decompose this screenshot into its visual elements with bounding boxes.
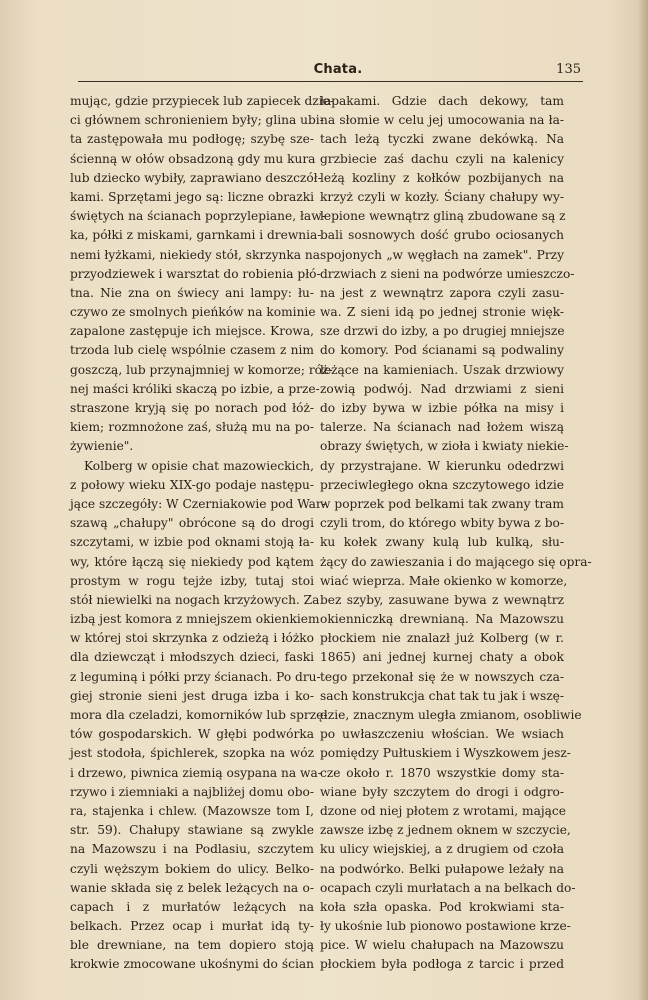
text-line: goszczą, lub przynajmniej w komorze; róż- — [70, 362, 333, 377]
text-line: pice. W wielu chałupach na Mazowszu — [320, 938, 564, 953]
text-line: ci głównem schronieniem były; glina ubi- — [70, 113, 324, 128]
page-edge-shadow — [638, 0, 648, 1000]
text-line: bez szyby, zasuwane bywa z wewnątrz — [320, 592, 564, 607]
text-line: świętych na ścianach poprzylepiane, ław- — [70, 209, 326, 224]
text-line: zawsze izbę z jednem oknem w szczycie, — [320, 823, 571, 838]
text-line: z leguminą i półki przy ścianach. Po dru- — [70, 669, 321, 684]
text-line: wa. Z sieni idą po jednej stronie więk- — [320, 305, 564, 320]
text-column-right — [320, 92, 592, 975]
text-line: spojonych „w węgłach na zamek". Przy — [320, 247, 564, 262]
text-line: cze około r. 1870 wszystkie domy sta- — [320, 765, 564, 780]
text-line: do izby bywa w izbie półka na misy i — [320, 401, 564, 415]
text-line: wiane były szczytem do drogi i odgro- — [320, 784, 564, 799]
header-rule — [78, 81, 583, 82]
text-line: czyli węższym bokiem do ulicy. Belko- — [70, 861, 314, 876]
text-line: ły ukośnie lub pionowo postawione krze- — [320, 919, 571, 934]
text-line: szczytami, w izbie pod oknami stoją ła- — [70, 535, 314, 550]
text-line: płockiem nie znalazł już Kolberg (w r. — [320, 631, 564, 646]
text-line: kiem; rozmnożone zaś, służą mu na po- — [70, 420, 314, 435]
text-line: rzywo i ziemniaki a najbliżej domu obo- — [70, 784, 314, 799]
text-line: czywo ze smolnych pieńków na kominie — [70, 305, 316, 320]
text-line: leżące na kamieniach. Uszak drzwiowy — [320, 362, 564, 377]
text-line: dla dziewcząt i młodszych dzieci, faski — [70, 650, 314, 665]
page-header — [78, 62, 581, 82]
text-line: ocapach czyli murłatach a na belkach do- — [320, 880, 576, 895]
text-line: ta zastępowała mu podłogę; szybę sze- — [70, 132, 314, 147]
text-line: capach i z murłatów leżących na — [70, 899, 314, 914]
text-line: przeciwległego okna szczytowego idzie — [320, 477, 564, 492]
text-line: ra, stajenka i chlew. (Mazowsze tom I, — [70, 803, 314, 818]
text-line: leżą kozliny z kołków pozbijanych na — [320, 170, 564, 185]
text-line: tna. Nie zna on świecy ani lampy: łu- — [70, 285, 314, 300]
text-line: w której stoi skrzynka z odzieżą i łóżko — [70, 631, 314, 646]
text-line: na Mazowszu i na Podlasiu, szczytem — [70, 842, 314, 857]
text-line: na podwórko. Belki pułapowe leżały na — [320, 861, 564, 876]
text-line: bali sosnowych dość grubo ociosanych — [320, 228, 564, 243]
text-line: dzone od niej płotem z wrotami, mające — [320, 803, 566, 818]
text-line: ble drewniane, na tem dopiero stoją — [70, 938, 314, 953]
text-line: płockiem była podłoga z tarcic i przed — [320, 957, 564, 972]
text-line: z połowy wieku XIX-go podaje następu- — [70, 477, 314, 492]
page-number: 135 — [556, 62, 581, 77]
text-line: krzyż czyli w kozły. Ściany chałupy wy- — [320, 189, 564, 204]
text-line: ka, półki z miskami, garnkami i drewnia- — [70, 228, 322, 243]
text-line: w poprzek pod belkami tak zwany tram — [320, 496, 564, 511]
text-line: zowią podwój. Nad drzwiami z sieni — [320, 381, 564, 396]
text-line: łapakami. Gdzie dach dekowy, tam — [320, 94, 564, 108]
text-line: na jest z wewnątrz zapora czyli zasu- — [320, 285, 564, 300]
text-line: czyli trom, do którego wbity bywa z bo- — [320, 516, 564, 531]
text-line: sach konstrukcja chat tak tu jak i wszę- — [320, 688, 564, 703]
text-line: szawą „chałupy" obrócone są do drogi — [70, 516, 314, 531]
text-line: dy przystrajane. W kierunku odedrzwi — [320, 458, 564, 473]
text-line: lepione wewnątrz gliną zbudowane są z — [320, 209, 566, 224]
text-line: wanie składa się z belek leżących na o- — [70, 880, 314, 895]
text-line: przyodziewek i warsztat do robienia płó- — [70, 266, 321, 281]
text-line: mora dla czeladzi, komorników lub sprzę- — [70, 708, 328, 722]
text-line: ku kołek zwany kulą lub kulką, słu- — [320, 535, 564, 550]
text-line: okienniczką drewnianą. Na Mazowszu — [320, 612, 564, 627]
text-line: krokwie zmocowane ukośnymi do ścian — [70, 957, 314, 972]
text-line: talerze. Na ścianach nad łożem wiszą — [320, 420, 564, 435]
text-line: grzbiecie zaś dachu czyli na kalenicy — [320, 151, 564, 166]
text-line: kami. Sprzętami jego są: liczne obrazki — [70, 189, 314, 204]
text-line: ścienną w ołów obsadzoną gdy mu kura — [70, 151, 316, 166]
text-line: trzoda lub cielę wspólnie czasem z nim — [70, 343, 314, 358]
text-line: pomiędzy Pułtuskiem i Wyszkowem jesz- — [320, 746, 571, 761]
text-line: 1865) ani jednej kurnej chaty a obok — [320, 650, 564, 665]
text-line: tach leżą tyczki zwane dekówką. Na — [320, 132, 564, 147]
text-line: lub dziecko wybiły, zaprawiano deszczół- — [70, 170, 322, 185]
text-line: nej maści króliki skaczą po izbie, a prze- — [70, 381, 320, 396]
text-line: nemi łyżkami, niekiedy stół, skrzynka na — [70, 247, 320, 262]
text-line: Kolberg w opisie chat mazowieckich, — [84, 458, 314, 473]
text-column-left — [70, 92, 334, 975]
text-line: na słomie w celu jej umocowania na ła- — [320, 113, 564, 128]
text-line: stół niewielki na nogach krzyżowych. Za — [70, 592, 320, 607]
text-line: mując, gdzie przypiecek lub zapiecek dzie- — [70, 94, 334, 108]
text-line: ku ulicy wiejskiej, a z drugiem od czoła — [320, 842, 564, 857]
text-line: drzwiach z sieni na podwórze umieszczo- — [320, 266, 575, 281]
text-line: jące szczegóły: W Czerniakowie pod War- — [70, 496, 326, 511]
text-line: wiać wieprza. Małe okienko w komorze, — [320, 573, 568, 588]
text-line: żywienie". — [70, 439, 134, 454]
text-line: belkach. Przez ocap i murłat idą ty- — [70, 919, 314, 934]
text-line: i drzewo, piwnica ziemią osypana na wa- — [70, 765, 322, 780]
text-line: sze drzwi do izby, a po drugiej mniejsze — [320, 324, 565, 339]
text-line: obrazy świętych, w zioła i kwiaty niekie- — [320, 439, 569, 454]
text-line: giej stronie sieni jest druga izba i ko- — [70, 688, 314, 703]
text-line: dzie, znacznym uległa zmianom, osobliwie — [320, 708, 582, 722]
text-line: po uwłaszczeniu włościan. We wsiach — [320, 727, 564, 742]
text-line: prostym w rogu tejże izby, tutaj stoi — [70, 573, 314, 588]
text-line: tego przekonał się że w nowszych cza- — [320, 669, 564, 684]
text-line: tów gospodarskich. W głębi podwórka — [70, 727, 314, 742]
text-line: wy, które łączą się niekiedy pod kątem — [70, 554, 314, 569]
text-line: żący do zawieszania i do mającego się opra- — [320, 554, 592, 569]
text-line: izbą jest komora z mniejszem okienkiem — [70, 612, 320, 627]
text-line: jest stodoła, śpichlerek, szopka na wóz — [70, 746, 314, 761]
text-line: str. 59). Chałupy stawiane są zwykle — [70, 823, 314, 838]
text-line: zapalone zastępuje ich miejsce. Krowa, — [70, 324, 314, 339]
text-line: koła szła opaska. Pod krokwiami sta- — [320, 899, 564, 914]
text-line: do komory. Pod ścianami są podwaliny — [320, 343, 564, 358]
running-title: Chata. — [313, 62, 363, 77]
text-line: straszone kryją się po norach pod łóż- — [70, 401, 314, 415]
